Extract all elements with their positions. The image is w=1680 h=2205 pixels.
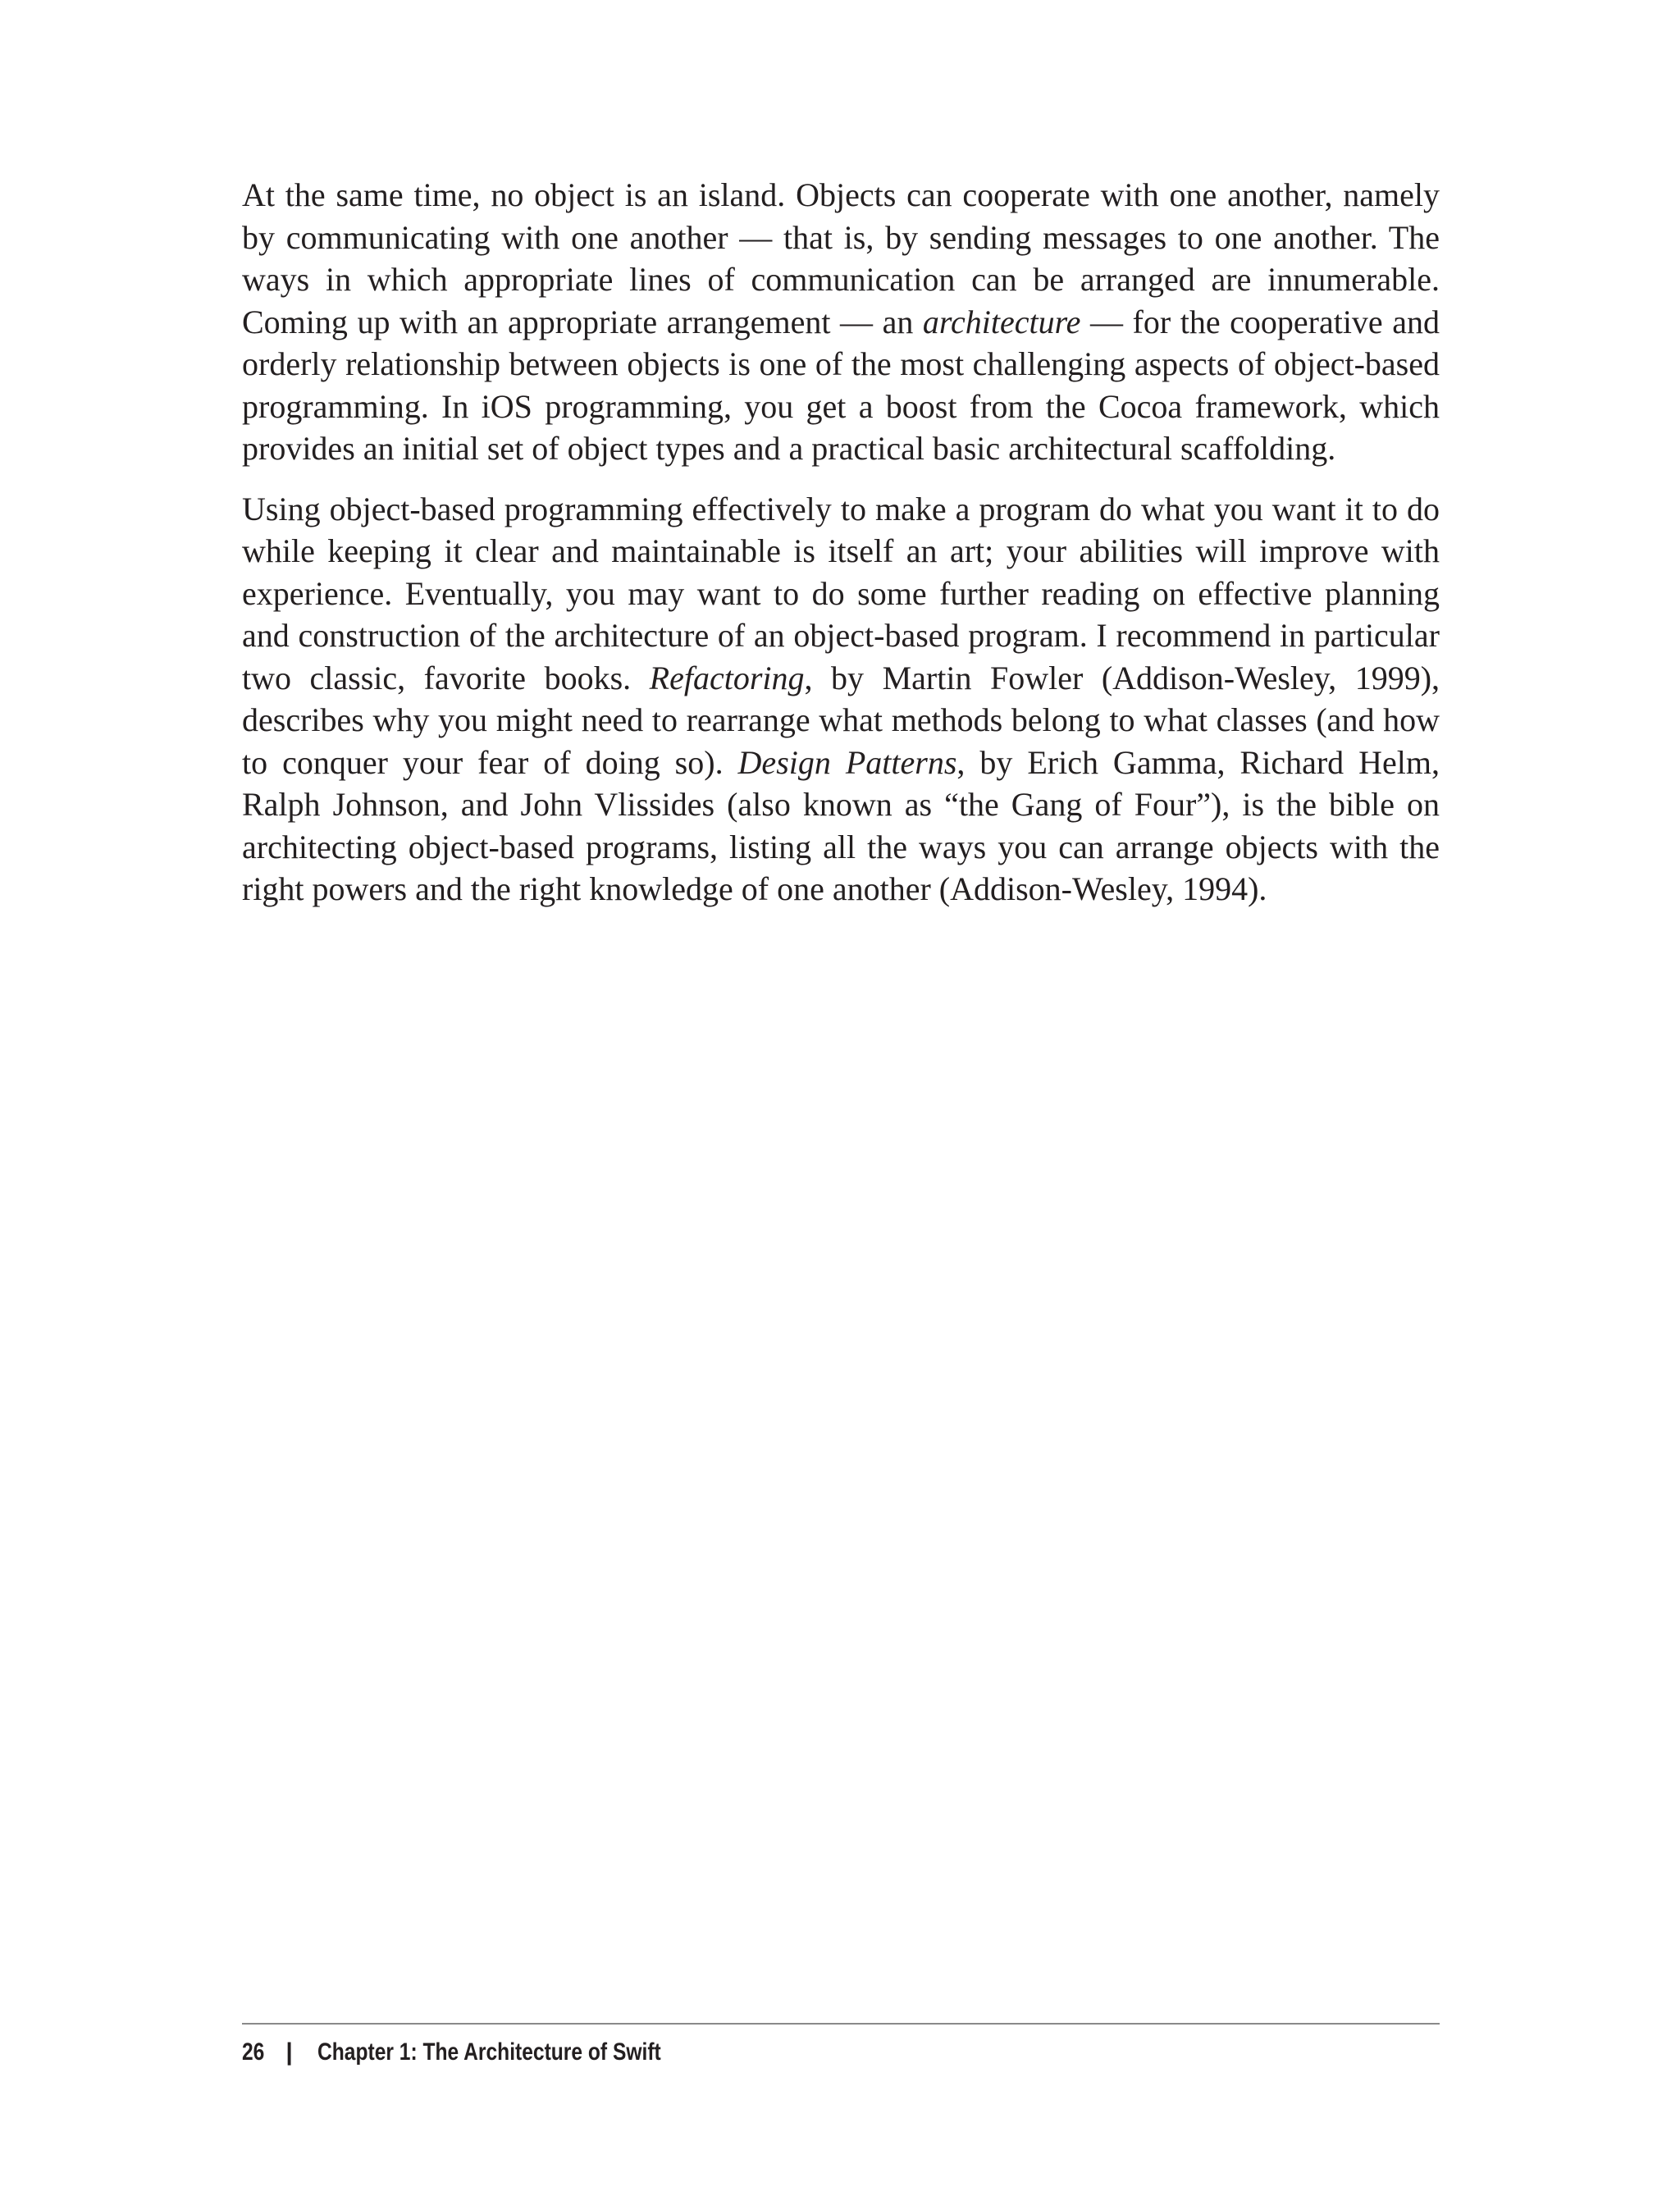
paragraph-2-text-end: , by Erich Gamma, Richard Helm, Ralph Johnson, and John Vlissides (also known as “the Gang of Four”), is the bible on architecting object-based programs, listing all the ways you can arrange objects with the right powers and the right knowledge of one another (Addison-Wesley, 1994).: [242, 743, 1440, 907]
paragraph-2-text-continued: , by Martin Fowler (Addison-Wesley, 1999), describes why you might need to rearrange what methods belong to what classes (and how to conquer your fear of doing so).: [242, 659, 1440, 781]
paragraph-1: [242, 174, 1440, 470]
paragraph-1-text-continued: — for the cooperative and orderly relationship between objects is one of the most challenging aspects of object-based programming. In iOS programming, you get a boost from the Cocoa framework, which provides an initial set of object types and a practical basic architectural scaffolding.: [242, 303, 1440, 467]
paragraph-1-emphasis-architecture: architecture: [922, 303, 1081, 340]
running-footer: [242, 2034, 1440, 2070]
paragraph-2: [242, 488, 1440, 911]
paragraph-1-text: At the same time, no object is an island. Objects can cooperate with one another, namely by communicating with one another — that is, by sending messages to one another. The ways in which appropriate lines of communication can be arranged are innumerable. Coming up with an appropriate arrangement — an: [242, 176, 1440, 340]
chapter-title: Chapter 1: The Architecture of Swift: [317, 2038, 661, 2066]
footer-divider: [242, 2023, 1440, 2025]
book-title-design-patterns: Design Patterns: [737, 743, 957, 781]
footer-separator: |: [285, 2038, 293, 2066]
paragraph-2-text: Using object-based programming effectively to make a program do what you want it to do while keeping it clear and maintainable is itself an art; your abilities will improve with experience. Eventually, you may want to do some further reading on effective planning and construction of the architecture of an object-based program. I recommend in particular two classic, favorite books.: [242, 490, 1440, 696]
book-title-refactoring: Refactoring: [649, 659, 805, 696]
body-text: [242, 174, 1440, 929]
page-number: 26: [242, 2038, 265, 2066]
